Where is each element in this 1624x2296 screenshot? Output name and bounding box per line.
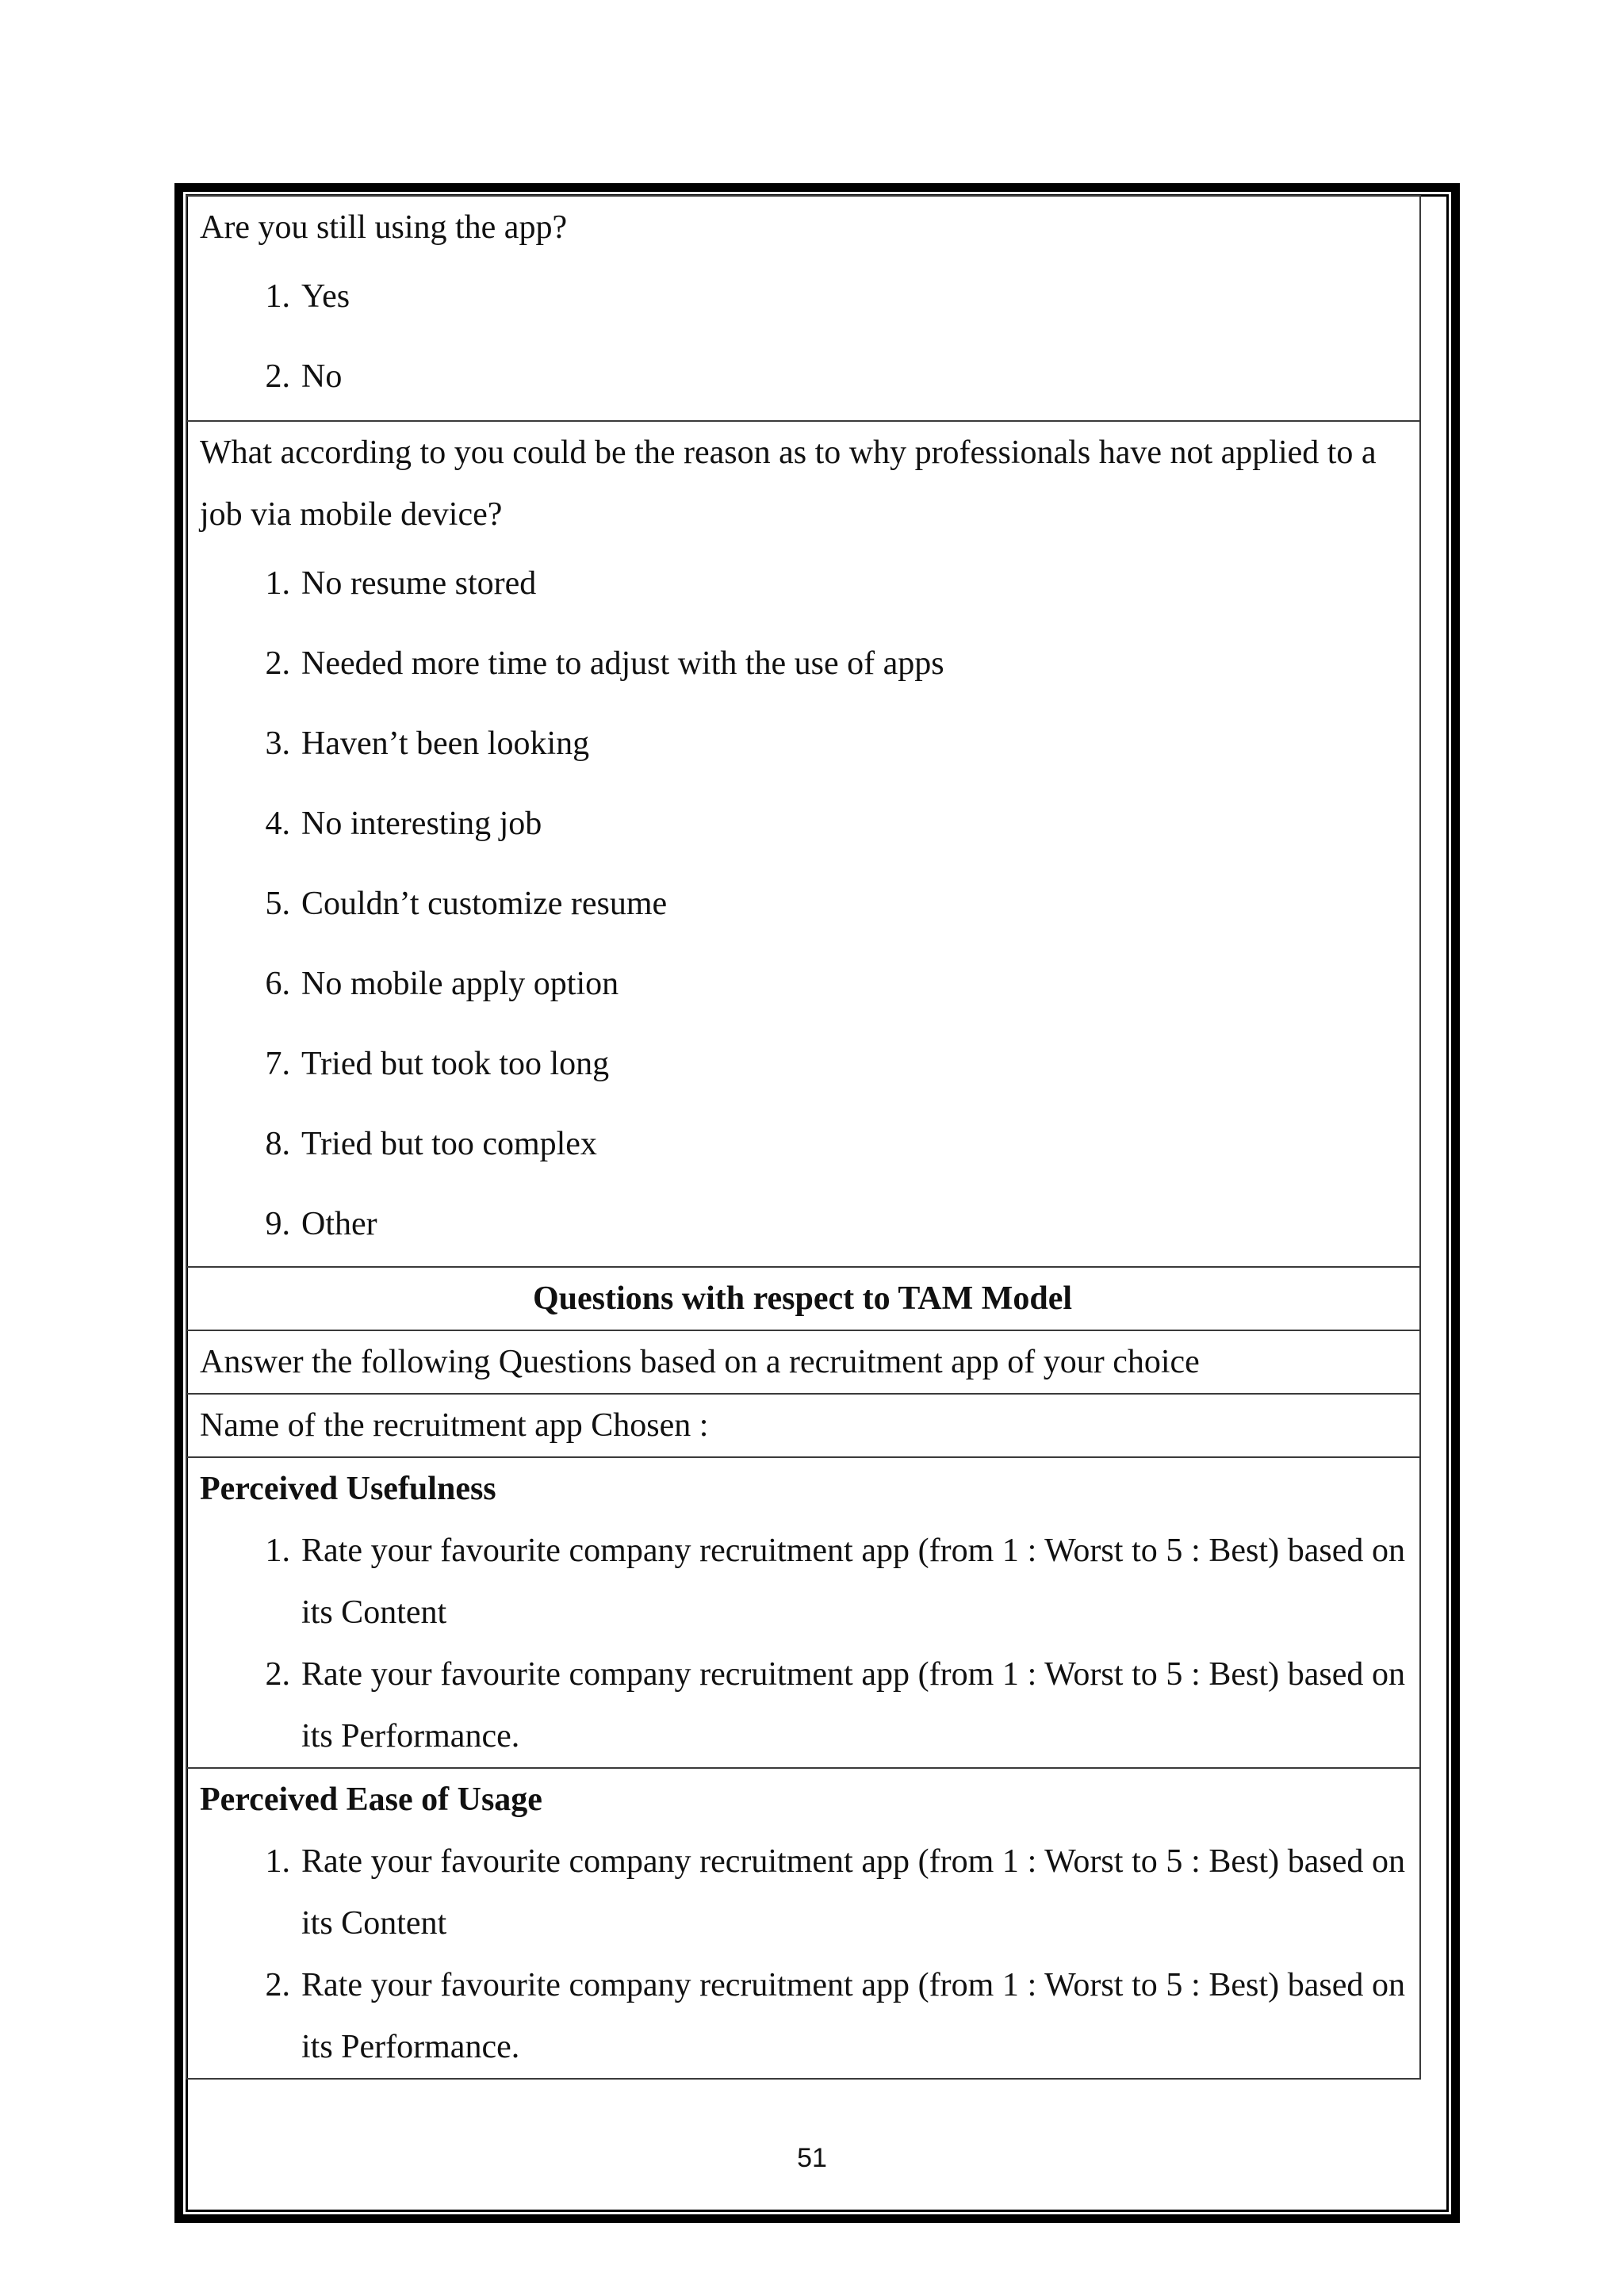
still-using-options	[200, 258, 1405, 419]
app-name-label: Name of the recruitment app Chosen :	[186, 1394, 1420, 1457]
cell-ease	[186, 1768, 1420, 2079]
option-item: 8. Tried but too complex	[265, 1126, 597, 1162]
option-item: 4. No interesting job	[265, 806, 542, 842]
option-item: 5. Couldn’t customize resume	[265, 886, 668, 922]
option-item: 7. Tried but took too long	[265, 1046, 610, 1082]
tam-section-heading: Questions with respect to TAM Model	[186, 1267, 1420, 1330]
questionnaire-table	[186, 195, 1421, 2080]
option-item: 3. Haven’t been looking	[265, 725, 590, 762]
cell-still-using	[186, 196, 1420, 421]
rating-item: 1. Rate your favourite company recruitment app (from 1 : Worst to 5 : Best) based on its Content	[265, 1533, 1405, 1631]
ease-items	[200, 1831, 1405, 2078]
question-reason: What according to you could be the reason as to why professionals have not applied to a job via mobile device?	[200, 434, 1377, 533]
rating-item: 1. Rate your favourite company recruitment app (from 1 : Worst to 5 : Best) based on its Content	[265, 1843, 1405, 1942]
tam-instruction: Answer the following Questions based on a recruitment app of your choice	[186, 1330, 1420, 1394]
row-still-using	[186, 196, 1420, 421]
row-tam-instruction	[186, 1330, 1420, 1394]
usefulness-items	[200, 1520, 1405, 1767]
question-still-using: Are you still using the app?	[200, 209, 568, 246]
row-tam-heading	[186, 1267, 1420, 1330]
rating-item: 2. Rate your favourite company recruitment app (from 1 : Worst to 5 : Best) based on its Performance.	[265, 1967, 1405, 2065]
ease-heading: Perceived Ease of Usage	[200, 1781, 542, 1818]
rating-item: 2. Rate your favourite company recruitment app (from 1 : Worst to 5 : Best) based on its Performance.	[265, 1656, 1405, 1755]
reason-options	[200, 545, 1405, 1266]
option-item: 2. Needed more time to adjust with the use of apps	[265, 645, 944, 682]
row-app-name	[186, 1394, 1420, 1457]
option-item: 1. No resume stored	[265, 565, 537, 602]
page-number: 51	[797, 2143, 827, 2173]
option-item: 9. Other	[265, 1206, 377, 1242]
cell-usefulness	[186, 1457, 1420, 1768]
option-item: 1. Yes	[265, 278, 350, 315]
option-item: 6. No mobile apply option	[265, 966, 619, 1002]
cell-reason	[186, 421, 1420, 1267]
option-item: 2. No	[265, 358, 343, 395]
row-reason	[186, 421, 1420, 1267]
row-ease	[186, 1768, 1420, 2079]
usefulness-heading: Perceived Usefulness	[200, 1471, 496, 1507]
row-usefulness	[186, 1457, 1420, 1768]
